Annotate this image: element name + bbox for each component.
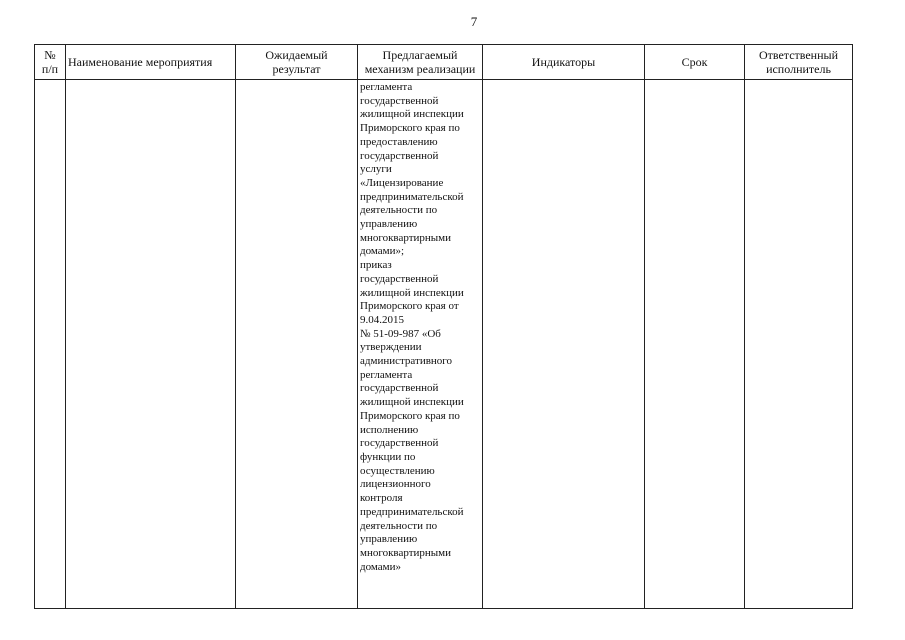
header-responsible: Ответственный исполнитель (745, 45, 853, 80)
cell-num (35, 80, 66, 609)
page-number: 7 (470, 14, 478, 29)
cell-responsible (745, 80, 853, 609)
mechanism-text: регламента государственной жилищной инспекции Приморского края по предоставлению государственной услуги «Лицензирование предпринимательской деятельности по управлению многоквартирными домами»; приказ государственной жилищной инспекции Приморского края от 9.04.2015 № 51-09-987 «Об утверждении административного регламента государственной жилищной инспекции Приморского края по исполнению государственной функции по осуществлению лицензионного контроля предпринимательской деятельности по управлению многоквартирными домами» (360, 81, 464, 573)
cell-mechanism (358, 80, 483, 609)
cell-term (645, 80, 745, 609)
header-num: № п/п (35, 45, 66, 80)
table-row (35, 80, 853, 609)
table-header-row (35, 45, 853, 80)
header-mechanism: Предлагаемый механизм реализации (358, 45, 483, 80)
measures-table (34, 44, 853, 609)
cell-indicators (483, 80, 645, 609)
cell-name (66, 80, 236, 609)
header-result: Ожидаемый результат (236, 45, 358, 80)
header-indicators: Индикаторы (483, 45, 645, 80)
header-term: Срок (645, 45, 745, 80)
header-name: Наименование мероприятия (66, 45, 236, 80)
cell-result (236, 80, 358, 609)
